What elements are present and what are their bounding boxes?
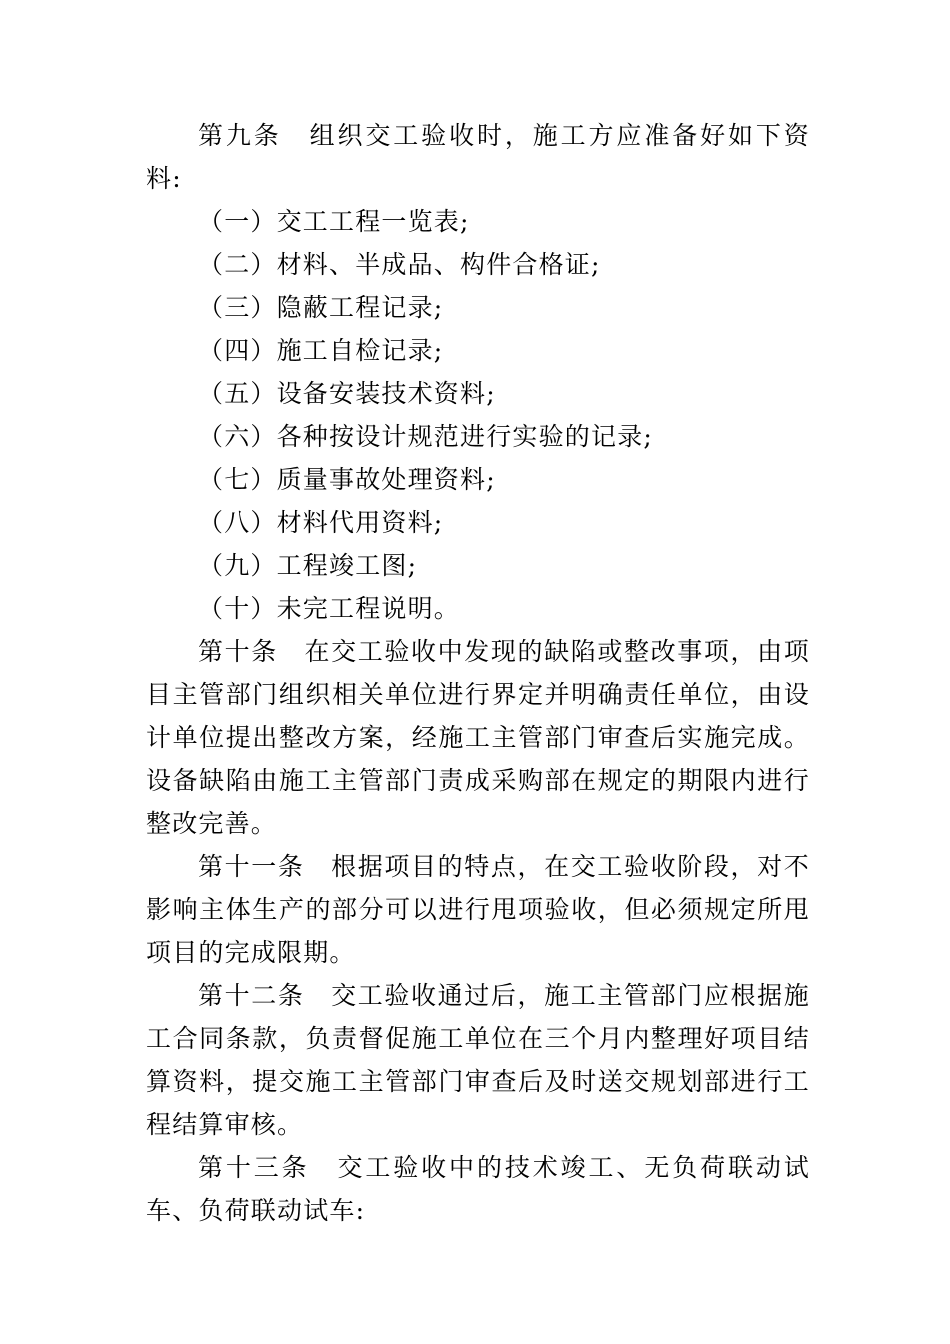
article-13-paragraph	[146, 1146, 810, 1232]
list-item: （八）材料代用资料;	[198, 508, 444, 537]
list-item: （一）交工工程一览表;	[198, 207, 470, 236]
document-body	[146, 114, 810, 1232]
article-11-paragraph	[146, 845, 810, 974]
article-13-heading: 第十三条	[198, 1153, 310, 1182]
article-12-paragraph	[146, 974, 810, 1146]
list-item: （六）各种按设计规范进行实验的记录;	[198, 422, 654, 451]
list-item: （四）施工自检记录;	[198, 336, 444, 365]
list-item: （九）工程竣工图;	[198, 551, 418, 580]
list-item: （五）设备安装技术资料;	[198, 379, 496, 408]
article-10-text: 在交工验收中发现的缺陷或整改事项，由项目主管部门组织相关单位进行界定并明确责任单位，由设计单位提出整改方案，经施工主管部门审查后实施完成。设备缺陷由施工主管部门责成采购部在规定的期限内进行整改完善。	[146, 637, 811, 838]
article-12-heading: 第十二条	[198, 981, 305, 1010]
list-item: （七）质量事故处理资料;	[198, 465, 496, 494]
article-11-heading: 第十一条	[198, 852, 305, 881]
list-item: （三）隐蔽工程记录;	[198, 293, 444, 322]
article-10-heading: 第十条	[198, 637, 278, 666]
article-10-paragraph	[146, 630, 810, 845]
article-9-paragraph	[146, 114, 810, 200]
article-12-text: 交工验收通过后，施工主管部门应根据施工合同条款，负责督促施工单位在三个月内整理好项目结算资料，提交施工主管部门审查后及时送交规划部进行工程结算审核。	[146, 981, 811, 1139]
article-9-text: 组织交工验收时，施工方应准备好如下资料:	[146, 121, 810, 193]
article-11-text: 根据项目的特点，在交工验收阶段，对不影响主体生产的部分可以进行甩项验收，但必须规定所甩项目的完成限期。	[146, 852, 811, 967]
article-9-heading: 第九条	[198, 121, 282, 150]
article-13-text: 交工验收中的技术竣工、无负荷联动试车、负荷联动试车:	[146, 1153, 810, 1225]
list-item: （二）材料、半成品、构件合格证;	[198, 250, 601, 279]
list-item: （十）未完工程说明。	[198, 594, 461, 623]
